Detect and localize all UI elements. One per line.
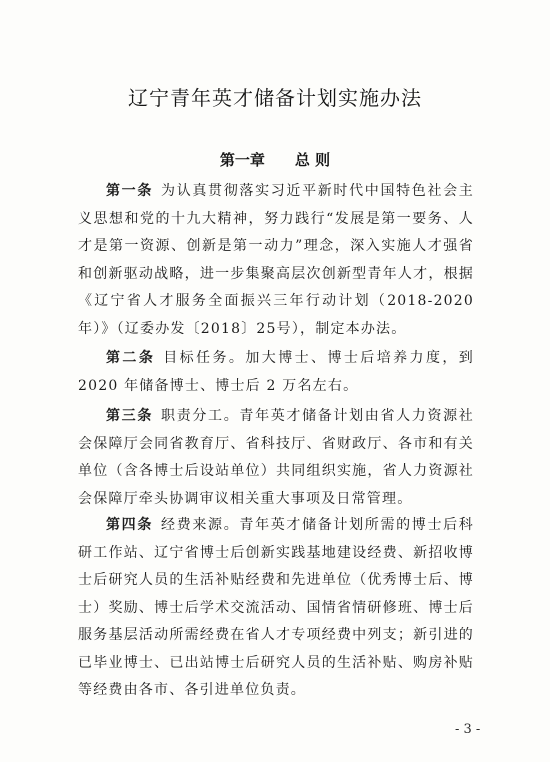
article-4 xyxy=(78,512,474,705)
article-3-lead: 第三条 xyxy=(106,408,154,424)
chapter-name: 总 则 xyxy=(294,151,331,169)
article-1 xyxy=(78,178,474,343)
article-4-text: 经费来源。青年英才储备计划所需的博士后科研工作站、辽宁省博士后创新实践基地建设经费、新招收博士后研究人员的生活补贴经费和先进单位（优秀博士后、博士）奖励、博士后学术交流活动、国情省情研修班、博士后服务基层活动所需经费在省人才专项经费中列支；新引进的已毕业博士、已出站博士后研究人员的生活补贴、购房补贴等经费由各市、各引进单位负责。 xyxy=(78,517,475,698)
article-1-text: 为认真贯彻落实习近平新时代中国特色社会主义思想和党的十九大精神，努力践行“发展是第一要务、人才是第一资源、创新是第一动力”理念，深入实施人才强省和创新驱动战略，进一步集聚高层次创新型青年人才，根据《辽宁省人才服务全面振兴三年行动计划（2018-2020 年）》（辽委办发〔2018〕25号），制定本办法。 xyxy=(78,183,475,337)
chapter-heading xyxy=(0,149,550,170)
page-number: - 3 - xyxy=(455,722,481,737)
article-2-text: 目标任务。加大博士、博士后培养力度，到 2020 年储备博士、博士后 2 万名左右。 xyxy=(78,350,474,394)
article-2-lead: 第二条 xyxy=(106,350,156,366)
document-title: 辽宁青年英才储备计划实施办法 xyxy=(128,86,422,110)
article-4-lead: 第四条 xyxy=(106,517,154,533)
article-3-text: 职责分工。青年英才储备计划由省人力资源社会保障厅会同省教育厅、省科技厅、省财政厅、各市和有关单位（含各博士后设站单位）共同组织实施，省人力资源社会保障厅牵头协调审议相关重大事项及日常管理。 xyxy=(78,408,475,507)
chapter-number: 第一章 xyxy=(219,151,265,169)
article-3 xyxy=(78,403,474,513)
article-1-lead: 第一条 xyxy=(106,183,154,199)
article-2 xyxy=(78,345,474,400)
